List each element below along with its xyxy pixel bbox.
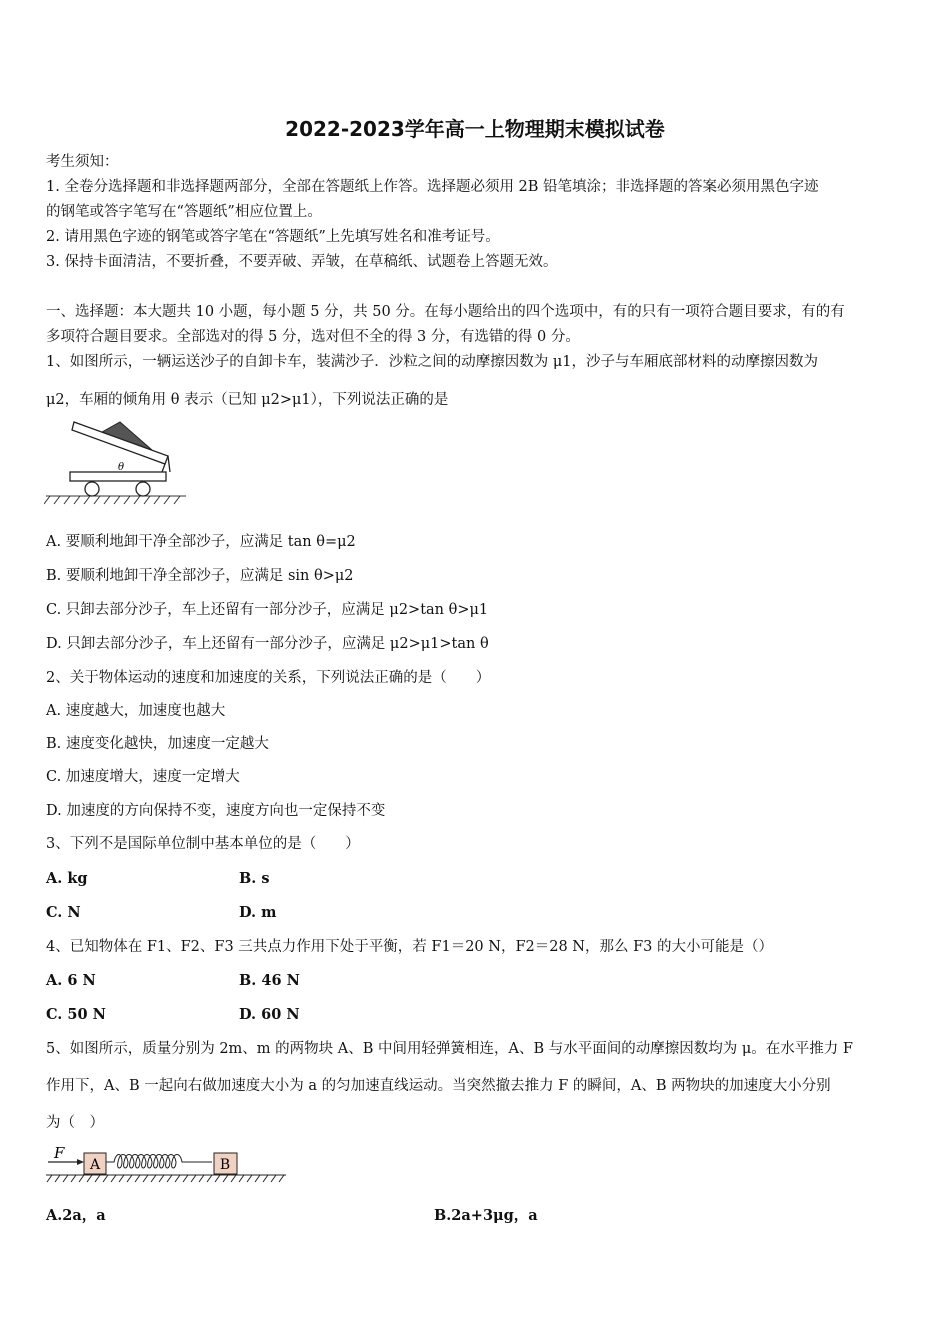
q4-option-c: C. 50 N: [46, 1006, 106, 1023]
force-label: F: [54, 1144, 65, 1162]
block-a-label: A: [89, 1157, 101, 1173]
q5-option-b: B.2a+3μg，a: [434, 1207, 538, 1224]
q4-option-a: A. 6 N: [46, 972, 96, 989]
q3-option-a: A. kg: [46, 870, 88, 887]
q4-option-b: B. 46 N: [239, 972, 300, 989]
notice-line-2: 2. 请用黑色字迹的钢笔或答字笔在“答题纸”上先填写姓名和准考证号。: [46, 229, 500, 245]
q3-option-c: C. N: [46, 904, 81, 921]
dump-truck-figure: [44, 420, 189, 512]
q2-option-a: A. 速度越大，加速度也越大: [46, 703, 226, 719]
q5-ground: [46, 1175, 286, 1182]
q1-stem-line-2: μ2，车厢的倾角用 θ 表示（已知 μ2>μ1），下列说法正确的是: [46, 392, 449, 408]
q1-option-a: A. 要顺利地卸干净全部沙子，应满足 tan θ=μ2: [46, 534, 356, 550]
q5-stem-line-1: 5、如图所示，质量分别为 2m、m 的两物块 A、B 中间用轻弹簧相连，A、B 与水平面间的动摩擦因数均为 μ。在水平推力 F: [46, 1041, 853, 1057]
notice-line-1a: 1. 全卷分选择题和非选择题两部分，全部在答题纸上作答。选择题必须用 2B 铅笔填涂；非选择题的答案必须用黑色字迹: [46, 179, 819, 195]
q5-stem-line-3: 为（ ）: [46, 1115, 104, 1131]
q1-stem-line-1: 1、如图所示，一辆运送沙子的自卸卡车，装满沙子．沙粒之间的动摩擦因数为 μ1，沙子与车厢底部材料的动摩擦因数为: [46, 354, 818, 370]
q5-option-a: A.2a，a: [46, 1207, 106, 1224]
theta-label: θ: [118, 462, 125, 473]
notice-heading: 考生须知：: [46, 154, 119, 170]
q4-option-d: D. 60 N: [239, 1006, 300, 1023]
q1-option-c: C. 只卸去部分沙子，车上还留有一部分沙子，应满足 μ2>tan θ>μ1: [46, 602, 489, 618]
section-intro-a: 一、选择题：本大题共 10 小题，每小题 5 分，共 50 分。在每小题给出的四个选项中，有的只有一项符合题目要求，有的有: [46, 304, 845, 320]
q1-option-d: D. 只卸去部分沙子，车上还留有一部分沙子，应满足 μ2>μ1>tan θ: [46, 636, 489, 652]
spring-blocks-figure: [44, 1142, 290, 1188]
q2-option-b: B. 速度变化越快，加速度一定越大: [46, 736, 269, 752]
truck-chassis: [70, 472, 166, 481]
notice-line-3: 3. 保持卡面清洁，不要折叠，不要弄破、弄皱，在草稿纸、试题卷上答题无效。: [46, 254, 558, 270]
q3-stem: 3、下列不是国际单位制中基本单位的是（ ）: [46, 836, 360, 852]
q2-option-d: D. 加速度的方向保持不变，速度方向也一定保持不变: [46, 803, 386, 819]
q5-stem-line-2: 作用下，A、B 一起向右做加速度大小为 a 的匀加速直线运动。当突然撤去推力 F 的瞬间，A、B 两物块的加速度大小分别: [46, 1078, 831, 1094]
q4-stem: 4、已知物体在 F1、F2、F3 三共点力作用下处于平衡，若 F1＝20 N，F2＝28 N，那么 F3 的大小可能是（）: [46, 939, 773, 955]
truck-wheel-front: [85, 482, 99, 496]
q2-option-c: C. 加速度增大，速度一定增大: [46, 769, 240, 785]
section-intro-b: 多项符合题目要求。全部选对的得 5 分，选对但不全的得 3 分，有选错的得 0 分。: [46, 329, 580, 345]
page-title: 2022-2023学年高一上物理期末模拟试卷: [285, 117, 665, 141]
q3-option-d: D. m: [239, 904, 277, 921]
truck-wheel-rear: [136, 482, 150, 496]
ground-hatch: [44, 496, 186, 504]
spring: [106, 1155, 212, 1169]
q1-option-b: B. 要顺利地卸干净全部沙子，应满足 sin θ>μ2: [46, 568, 354, 584]
notice-line-1b: 的钢笔或答字笔写在“答题纸”相应位置上。: [46, 204, 322, 220]
block-b-label: B: [219, 1157, 231, 1173]
q3-option-b: B. s: [239, 870, 270, 887]
q2-stem: 2、关于物体运动的速度和加速度的关系，下列说法正确的是（ ）: [46, 670, 491, 686]
